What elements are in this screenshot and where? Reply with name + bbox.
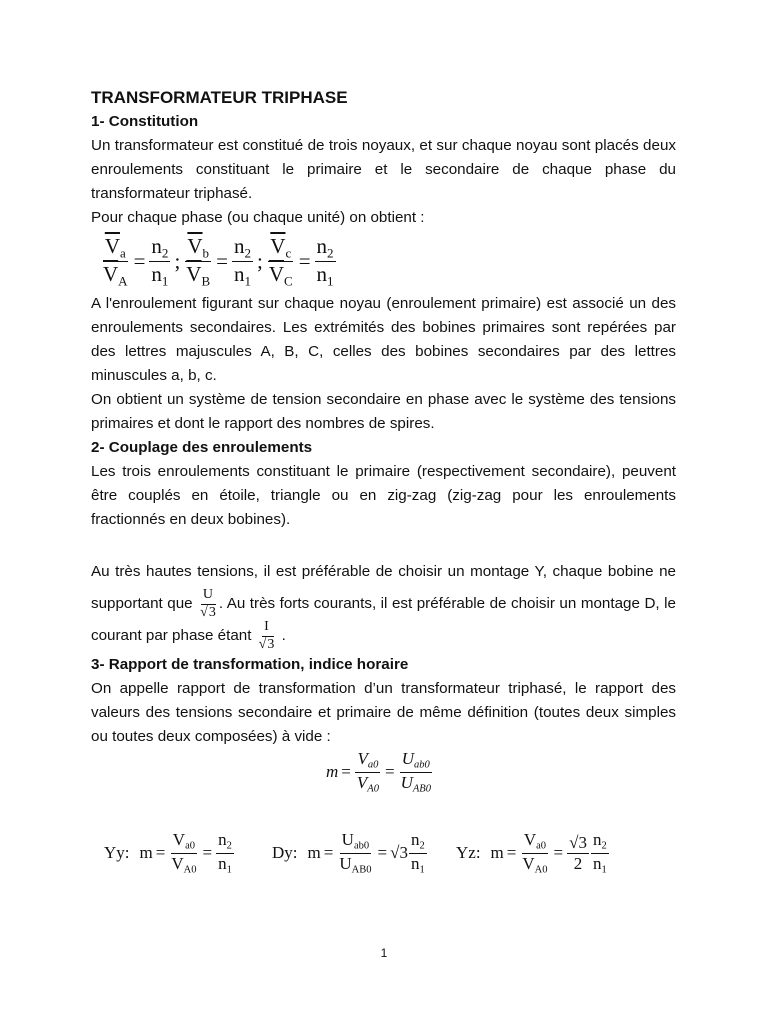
- symbol: U: [400, 772, 413, 792]
- subscript: 1: [327, 273, 334, 289]
- equals-sign: =: [384, 762, 395, 782]
- sqrt-symbol: √: [200, 604, 208, 620]
- fraction-numerator: U: [201, 588, 215, 605]
- subscript: AB0: [412, 783, 431, 795]
- subscript: AB0: [351, 864, 372, 876]
- symbol: n: [233, 234, 245, 258]
- symbol: $\overline{V}$: [187, 234, 203, 258]
- subscript: A0: [534, 864, 548, 876]
- fraction-va-VA: [101, 235, 130, 288]
- sqrt-symbol: √: [258, 637, 267, 653]
- symbol: n: [410, 829, 420, 849]
- subscript: a0: [536, 840, 547, 852]
- fraction-coefficient: [567, 834, 589, 873]
- symbol-m: m: [307, 843, 321, 862]
- inline-fraction-i-root3: [257, 620, 277, 652]
- subscript: 2: [226, 840, 232, 852]
- fraction-denominator: [257, 637, 277, 653]
- symbol: n: [151, 234, 162, 258]
- subscript: a: [119, 245, 126, 261]
- coupling-formulas: [0, 828, 768, 878]
- symbol-m: m: [490, 843, 504, 862]
- radicand: 3: [267, 637, 275, 653]
- subscript: c: [285, 245, 292, 261]
- equals-sign: =: [216, 249, 228, 274]
- equals-sign: =: [298, 249, 311, 274]
- subscript: 2: [327, 245, 334, 261]
- blank-line: [91, 532, 676, 556]
- symbol: n: [218, 853, 227, 873]
- text-run: . Au très forts courants, il est préférable de choisir un montage D, le courant par phase étant: [91, 595, 676, 645]
- subscript: 1: [226, 864, 232, 876]
- subscript: 1: [601, 864, 607, 876]
- fraction-voltage: [169, 831, 198, 876]
- subscript: 2: [419, 840, 425, 852]
- fraction-Uab0-UAB0: [399, 750, 433, 795]
- fraction-voltage: [337, 831, 373, 876]
- equals-sign: =: [506, 843, 517, 862]
- fraction-vb-VB: [184, 235, 212, 288]
- document-title: TRANSFORMATEUR TRIPHASE: [91, 88, 348, 107]
- symbol: $\overline{V}$: [186, 262, 202, 287]
- symbol: V: [522, 853, 535, 873]
- equals-sign: =: [155, 843, 166, 862]
- fraction-denominator: [198, 605, 218, 621]
- section-heading-couplage: 2- Couplage des enroulements: [91, 439, 313, 456]
- coupling-label: Yz:: [456, 843, 481, 862]
- symbol: V: [523, 829, 537, 849]
- equals-sign: =: [341, 762, 351, 782]
- paragraph: On appelle rapport de transformation d’un transformateur triphasé, le rapport des valeurs des tensions secondaire et primaire de même définition (toutes deux simples ou toutes deux composées) à vide :: [91, 679, 676, 745]
- coupling-label: Dy:: [272, 843, 298, 862]
- paragraph: A l'enroulement figurant sur chaque noyau (enroulement primaire) est associé un des enroulements secondaires. Les extrémités des bobines primaires sont repérées par des lettres majuscules A, B, C, celles des bobines secondaires par des lettres minuscules a, b, c.: [91, 295, 676, 384]
- symbol: n: [233, 262, 245, 287]
- equals-sign: =: [553, 843, 564, 862]
- symbol-m: m: [326, 762, 339, 782]
- symbol: n: [151, 262, 162, 287]
- symbol: $\overline{V}$: [270, 234, 286, 258]
- subscript: ab0: [353, 840, 370, 852]
- coefficient-root3: √3: [390, 843, 408, 862]
- fraction-n2-n1: [315, 235, 336, 288]
- coefficient-numerator: √3: [569, 832, 587, 852]
- page-number: 1: [380, 946, 388, 960]
- coupling-yy: [104, 828, 235, 878]
- fraction-Va0-VA0: [355, 750, 381, 795]
- coefficient-denominator: 2: [573, 853, 583, 873]
- paragraph: Les trois enroulements constituant le primaire (respectivement secondaire), peuvent être couplés en étoile, triangle ou en zig-zag (zig-zag pour les enroulements fractionnés en deux bobines).: [91, 463, 676, 528]
- subscript: A: [118, 273, 128, 289]
- symbol: V: [171, 853, 184, 873]
- subscript: 2: [601, 840, 607, 852]
- equation-transformation-ratio: [326, 750, 434, 795]
- paragraph: Pour chaque phase (ou chaque unité) on obtient :: [91, 209, 425, 226]
- equals-sign: =: [202, 843, 213, 862]
- paragraph: On obtient un système de tension secondaire en phase avec le système des tensions primaires et dont le rapport des nombres de spires.: [91, 391, 676, 432]
- subscript: ab0: [414, 759, 430, 771]
- symbol: U: [401, 749, 415, 768]
- fraction-turns: [591, 831, 609, 876]
- coupling-dy: [272, 828, 428, 878]
- symbol-m: m: [139, 843, 153, 862]
- subscript: 2: [244, 245, 251, 261]
- separator: ;: [174, 249, 181, 274]
- fraction-vc-VC: [267, 235, 295, 288]
- subscript: 2: [161, 245, 169, 261]
- subscript: A0: [183, 864, 197, 876]
- subscript: a0: [367, 759, 379, 771]
- symbol: $\overline{V}$: [268, 262, 285, 287]
- subscript: 1: [244, 273, 251, 289]
- section-heading-constitution: 1- Constitution: [91, 113, 199, 130]
- subscript: 1: [161, 273, 169, 289]
- subscript: b: [202, 245, 210, 261]
- symbol: V: [356, 772, 368, 792]
- symbol: U: [339, 853, 352, 873]
- separator: ;: [257, 249, 263, 274]
- symbol: V: [172, 829, 186, 849]
- section-heading-rapport: 3- Rapport de transformation, indice horaire: [91, 655, 409, 673]
- paragraph-with-inline-math: [91, 556, 676, 653]
- paragraph: Un transformateur est constitué de trois noyaux, et sur chaque noyau sont placés deux enroulements constituant le primaire et le secondaire de chaque phase du transformateur triphasé.: [91, 137, 676, 202]
- symbol: n: [316, 234, 328, 258]
- text-run: Au très hautes tensions, il est préférable de choisir un montage Y, chaque bobine ne supportant que: [91, 563, 676, 613]
- radicand: 3: [208, 604, 216, 620]
- fraction-turns: [216, 831, 234, 876]
- symbol: n: [316, 262, 328, 287]
- fraction-turns: [409, 831, 427, 876]
- inline-fraction-u-root3: [198, 588, 218, 620]
- symbol: V: [357, 749, 368, 768]
- equals-sign: =: [133, 249, 146, 274]
- fraction-voltage: [520, 831, 549, 876]
- document-body: [91, 86, 676, 749]
- fraction-n2-n1: [232, 235, 253, 288]
- fraction-numerator: I: [262, 620, 271, 637]
- subscript: A0: [367, 783, 379, 795]
- symbol: n: [410, 853, 420, 873]
- equals-sign: =: [377, 843, 388, 862]
- equation-phase-ratios: [100, 235, 337, 288]
- subscript: B: [201, 273, 211, 289]
- coupling-label: Yy:: [104, 843, 130, 862]
- symbol: U: [341, 829, 354, 849]
- symbol: n: [592, 829, 602, 849]
- symbol: n: [218, 829, 227, 849]
- text-run: .: [281, 627, 286, 645]
- symbol: n: [592, 853, 602, 873]
- fraction-n2-n1: [149, 235, 170, 288]
- coupling-yz: [456, 828, 610, 878]
- symbol: $\overline{V}$: [104, 234, 120, 258]
- symbol: $\overline{V}$: [103, 262, 119, 287]
- subscript: a0: [185, 840, 196, 852]
- equals-sign: =: [323, 843, 334, 862]
- subscript: 1: [419, 864, 425, 876]
- subscript: C: [284, 273, 293, 289]
